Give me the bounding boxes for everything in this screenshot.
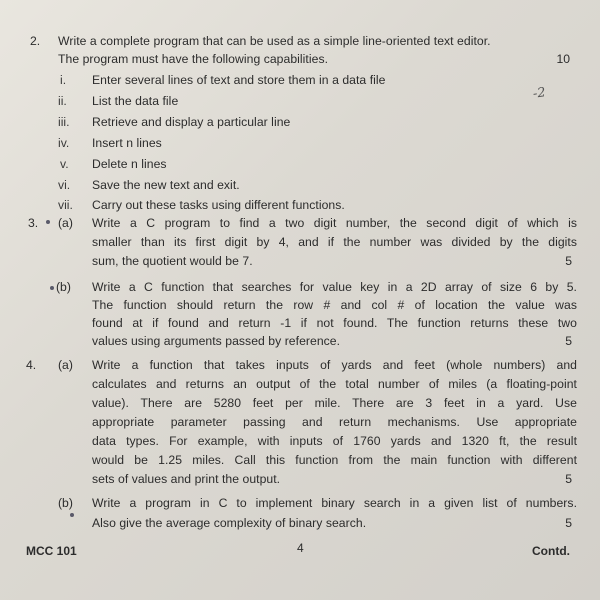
question-4a-line-5: data types. For example, with inputs of 1760 yards and 1320 ft, the result <box>92 434 577 448</box>
question-2-marks: 10 <box>556 52 570 66</box>
footer-course-code: MCC 101 <box>26 544 77 558</box>
footer-contd: Contd. <box>532 544 570 558</box>
question-4a-line-4: appropriate parameter passing and return mechanisms. Use appropriate <box>92 415 577 429</box>
pen-dot <box>70 513 74 517</box>
question-4a-label: (a) <box>58 358 73 372</box>
question-4b-line-2: Also give the average complexity of binary search. <box>92 516 367 530</box>
q2-item-3-roman: iii. <box>58 115 70 129</box>
question-4-number: 4. <box>26 358 37 372</box>
handwritten-mark: -2 <box>532 85 547 102</box>
q2-item-4-text: Insert n lines <box>92 136 162 150</box>
question-2-line-1: Write a complete program that can be used as a simple line-oriented text editor. <box>58 34 491 48</box>
q2-item-2-roman: ii. <box>58 94 67 108</box>
q2-item-6-roman: vi. <box>58 178 71 192</box>
q2-item-1-text: Enter several lines of text and store them in a data file <box>92 73 386 87</box>
q2-item-2-text: List the data file <box>92 94 179 108</box>
question-4a-line-3: value). There are 5280 feet per mile. There are 3 feet in a yard. Use <box>92 396 577 410</box>
question-4a-line-2: calculates and returns an output of the total number of miles (a floating-point <box>92 377 577 391</box>
q2-item-1-roman: i. <box>60 73 67 87</box>
q2-item-5-text: Delete n lines <box>92 157 167 171</box>
question-3-number: 3. <box>28 216 39 230</box>
q2-item-5-roman: v. <box>60 157 69 171</box>
question-3b-line-1: Write a C function that searches for value key in a 2D array of size 6 by 5. <box>92 280 577 294</box>
question-4a-line-7: sets of values and print the output. <box>92 472 281 486</box>
question-3b-label: (b) <box>56 280 71 294</box>
question-3b-line-2: The function should return the row # and col # of location the value was <box>92 298 577 312</box>
question-4b-label: (b) <box>58 496 73 510</box>
question-4a-line-6: would be 1.25 miles. Call this function from the main function with different <box>92 453 577 467</box>
question-3a-label: (a) <box>58 216 73 230</box>
question-2-number: 2. <box>30 34 41 48</box>
q2-item-4-roman: iv. <box>58 136 70 150</box>
question-3b-line-3: found at if found and return -1 if not found. The function returns these two <box>92 316 577 330</box>
question-3b-marks: 5 <box>565 334 572 348</box>
question-4a-marks: 5 <box>565 472 572 486</box>
question-3a-marks: 5 <box>565 254 572 268</box>
question-2-line-2: The program must have the following capabilities. <box>58 52 329 66</box>
footer-page-number: 4 <box>297 541 304 555</box>
pen-dot <box>46 220 50 224</box>
question-4a-line-1: Write a function that takes inputs of yards and feet (whole numbers) and <box>92 358 577 372</box>
question-3a-line-3: sum, the quotient would be 7. <box>92 254 253 268</box>
q2-item-7-roman: vii. <box>58 198 73 212</box>
question-3a-line-1: Write a C program to find a two digit number, the second digit of which is <box>92 216 577 230</box>
question-3a-line-2: smaller than its first digit by 4, and if the number was divided by the digits <box>92 235 577 249</box>
q2-item-7-text: Carry out these tasks using different functions. <box>92 198 345 212</box>
q2-item-6-text: Save the new text and exit. <box>92 178 240 192</box>
pen-dot <box>50 286 54 290</box>
question-4b-marks: 5 <box>565 516 572 530</box>
question-3b-line-4: values using arguments passed by reference. <box>92 334 341 348</box>
question-4b-line-1: Write a program in C to implement binary search in a given list of numbers. <box>92 496 577 510</box>
q2-item-3-text: Retrieve and display a particular line <box>92 115 291 129</box>
